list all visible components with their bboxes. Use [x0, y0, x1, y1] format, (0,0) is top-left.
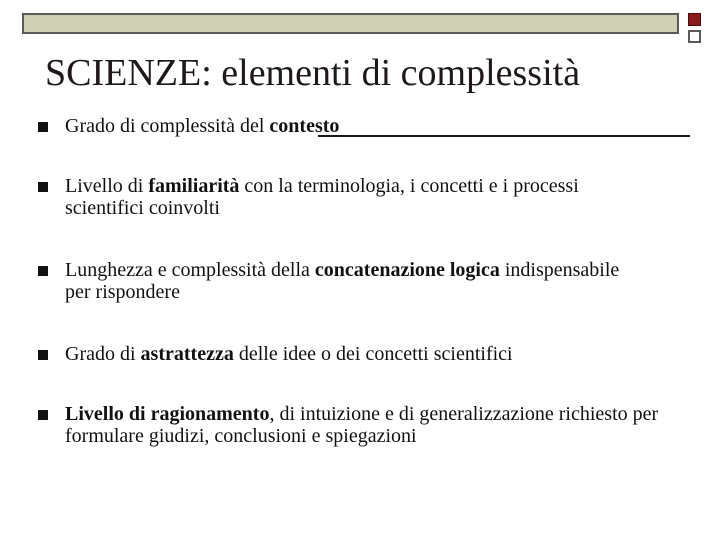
bullet-text [65, 343, 685, 365]
bullet-square-icon [38, 350, 48, 360]
bullet-text [65, 403, 685, 447]
text-segment: con la terminologia, i concetti e i processi scientifici coinvolti [65, 175, 579, 219]
bullet-text [65, 259, 630, 303]
text-segment-bold: astrattezza [140, 343, 234, 365]
text-segment-bold: Livello di ragionamento [65, 403, 270, 425]
text-segment: delle idee o dei concetti scientifici [233, 343, 513, 365]
text-segment: Livello di [65, 175, 149, 197]
text-segment-bold: contesto [269, 115, 340, 137]
corner-outline-square [688, 30, 701, 43]
text-segment: Lunghezza e complessità della [65, 259, 315, 281]
text-segment-bold: concatenazione logica [314, 259, 500, 281]
bullet-square-icon [38, 182, 48, 192]
text-segment: indispensabile per rispondere [65, 259, 620, 303]
corner-accent-square [688, 13, 701, 26]
text-segment-bold: familiarità [148, 175, 240, 197]
header-bar [22, 13, 679, 34]
text-segment: Grado di [65, 343, 141, 365]
page-title: SCIENZE: elementi di complessità [45, 52, 581, 94]
bullet-square-icon [38, 266, 48, 276]
bullet-square-icon [38, 410, 48, 420]
bullet-text [65, 175, 655, 219]
text-segment: , di intuizione e di generalizzazione richiesto per formulare giudizi, conclusioni e spiegazioni [65, 403, 659, 447]
bullet-text [65, 115, 685, 137]
bullet-square-icon [38, 122, 48, 132]
text-segment: Grado di complessità del [65, 115, 270, 137]
